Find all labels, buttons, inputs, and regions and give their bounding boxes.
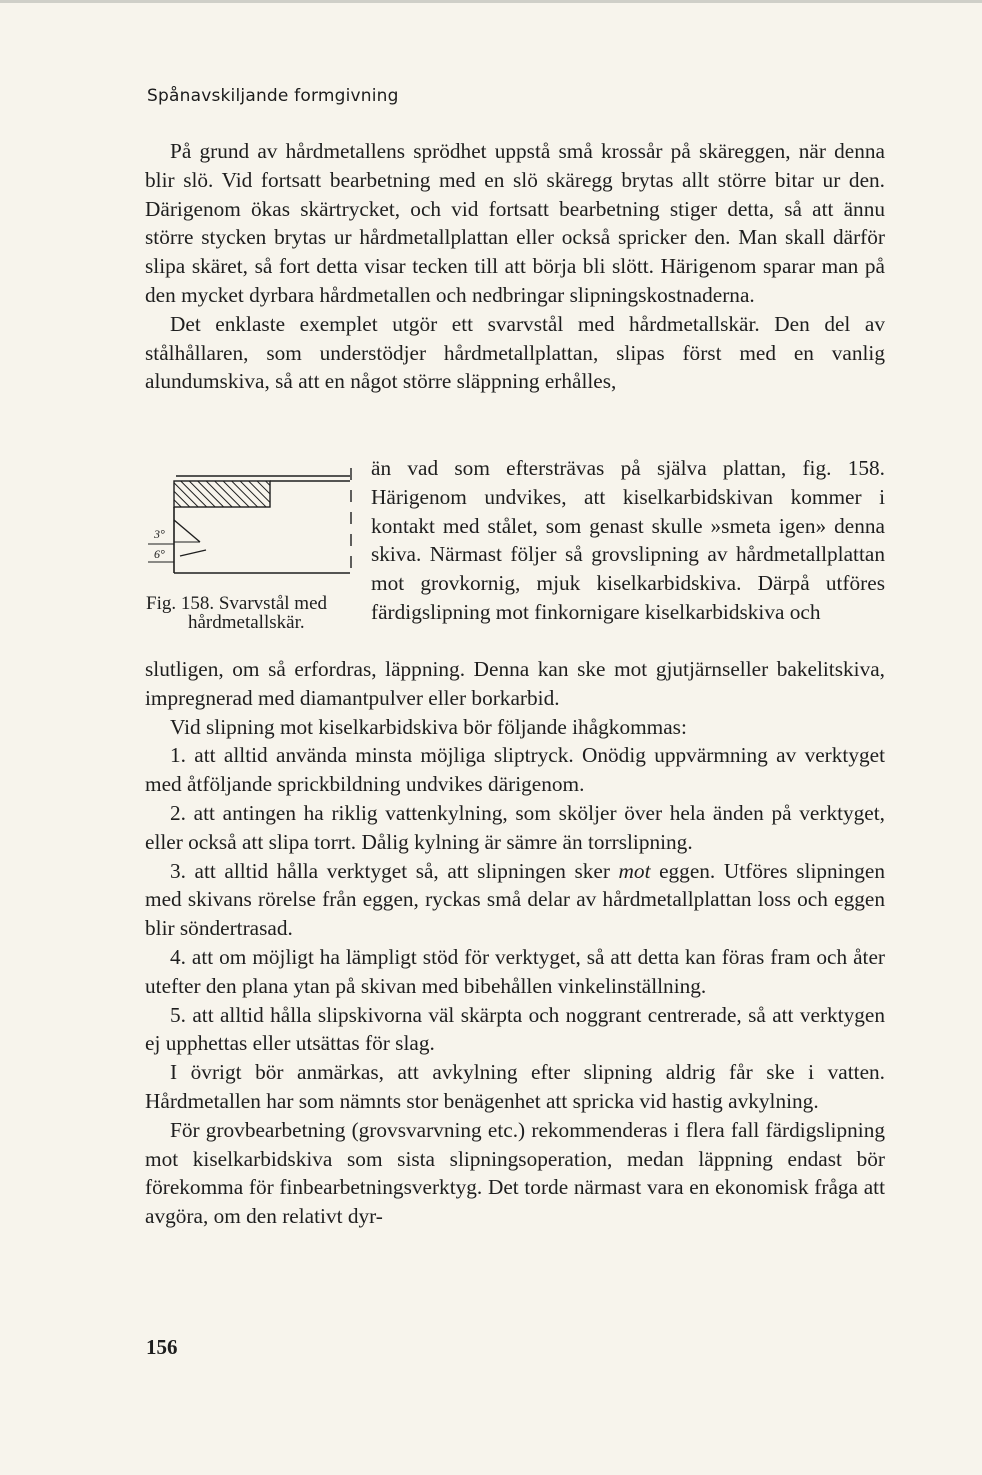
- paragraph-beside-figure: än vad som eftersträvas på själva plattan, fig. 158. Härigenom undvikes, att kiselkarbidskivan kommer i kontakt med stålet, som genast skulle »smeta igen» denna skiva. Närmast följer så grovslipning av hårdmetallplattan mot grovkornig, mjuk kiselkarbidskiva. Därpå utföres färdigslipning mot finkornigare kiselkarbidskiva och: [371, 456, 885, 624]
- list-item-3-emphasis: mot: [618, 858, 651, 883]
- tool-diagram: [140, 458, 365, 593]
- angle-bottom-label: 6°: [154, 547, 165, 561]
- figure-158: [140, 458, 365, 593]
- text-block-bottom: [145, 655, 885, 1231]
- paragraph-1: På grund av hårdmetallens sprödhet uppstå små krossår på skäreggen, när denna blir slö. Vid fortsatt bearbetning med en slö skäregg brytas allt större bitar ur den. Därigenom ökas skärtrycket, och vid fortsatt bearbetning stiger detta, så att ännu större stycken brytas ur hårdmetallplattan eller också spricker den. Man skall därför slipa skäret, så fort detta visar tecken till att börja bli slött. Härigenom sparar man på den mycket dyrbara hårdmetallen och nedbringar slipningskostnaderna.: [145, 139, 885, 307]
- caption-line-2: hårdmetallskär.: [188, 612, 305, 633]
- running-head: Spånavskiljande formgivning: [147, 86, 399, 106]
- paragraph-3: slutligen, om så erfordras, läppning. Denna kan ske mot gjutjärnseller bakelitskiva, impregnerad med diamantpulver eller borkarbid.: [145, 657, 885, 710]
- list-item-3-before: 3. att alltid hålla verktyget så, att slipningen sker: [170, 858, 619, 883]
- page-number: 156: [146, 1335, 178, 1359]
- page-top-edge: [0, 0, 982, 3]
- list-item-1: 1. att alltid använda minsta möjliga sliptryck. Onödig uppvärmning av verktyget med åtföljande sprickbildning undvikes därigenom.: [145, 743, 885, 797]
- list-item-2: 2. att antingen ha riklig vattenkylning, som sköljer över hela änden på verktyget, eller också att slipa torrt. Dålig kylning är sämre än torrslipning.: [145, 800, 885, 854]
- caption-line-1: Fig. 158. Svarvstål med: [146, 593, 328, 614]
- figure-caption: [146, 594, 366, 632]
- carbide-plate: [174, 481, 270, 507]
- paragraph-2: Det enklaste exemplet utgör ett svarvstål med hårdmetallskär. Den del av stålhållaren, som understödjer hårdmetallplattan, slipas först med en vanlig alundumskiva, så att en något större släppning erhålles,: [145, 311, 885, 394]
- list-item-5: 5. att alltid hålla slipskivorna väl skärpta och noggrant centrerade, så att verktygen ej upphettas eller utsättas för slag.: [145, 1002, 885, 1056]
- angle-top-label: 3°: [154, 527, 165, 541]
- list-item-3: [145, 857, 885, 943]
- text-block-top: [145, 137, 885, 396]
- paragraph-5: I övrigt bör anmärkas, att avkylning efter slipning aldrig får ske i vatten. Hårdmetallen har som nämnts stor benägenhet att spricka vid hastig avkylning.: [145, 1060, 885, 1113]
- paragraph-4: Vid slipning mot kiselkarbidskiva bör följande ihågkommas:: [170, 714, 687, 739]
- paragraph-6: För grovbearbetning (grovsvarvning etc.) rekommenderas i flera fall färdigslipning mot kiselkarbidskiva som sista slipningsoperation, medan läppning endast bör förekomma för finbearbetningsverktyg. Det torde närmast vara en ekonomisk fråga att avgöra, om den relativt dyr-: [145, 1117, 885, 1229]
- list-item-4: 4. att om möjligt ha lämpligt stöd för verktyget, så att detta kan föras fram och åter utefter den plana ytan på skivan med bibehållen vinkelinställning.: [145, 944, 885, 998]
- list-item-3-after: eggen. Utföres slipningen med skivans rörelse från eggen, ryckas små delar av hårdmetallplattan loss och eggen blir söndertrasad.: [145, 858, 885, 941]
